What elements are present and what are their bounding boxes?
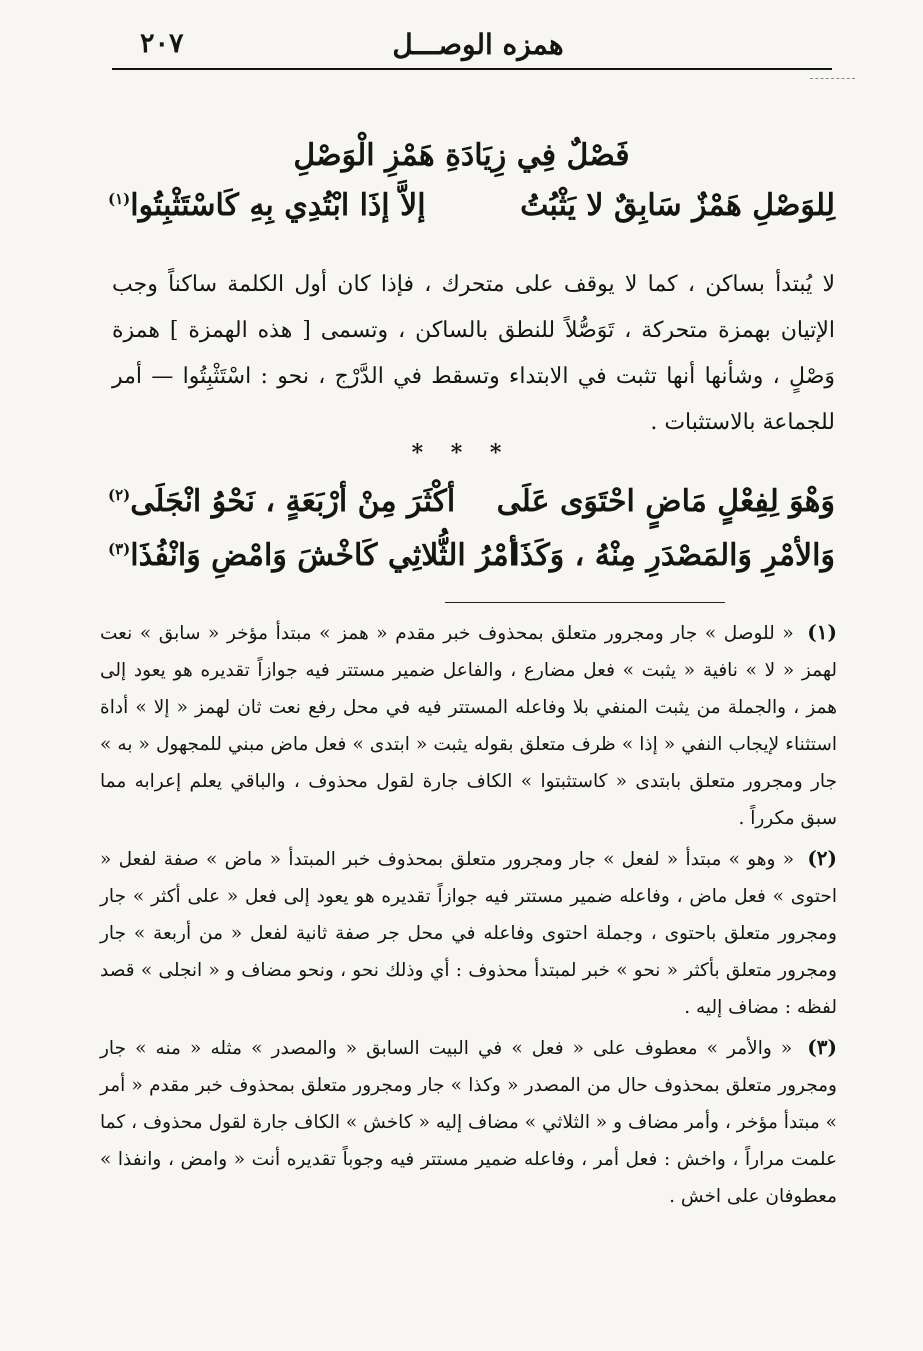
header-rule-faint: [810, 78, 855, 79]
verse-3-second-hemistich-text: أمْرُ الثُّلاثِي كَاخْشَ وَامْضِ وَانْفُذَا: [130, 538, 518, 573]
verse-1-second-hemistich: [108, 188, 426, 223]
verse-3: [108, 538, 835, 586]
verse-3-first-hemistich: وَالأمْرِ وَالمَصْدَرِ مِنْهُ ، وَكَذَا: [511, 538, 835, 573]
body-paragraph: [112, 262, 835, 446]
verse-2-second-hemistich-text: أكْثَرَ مِنْ أرْبَعَةٍ ، نَحْوُ انْجَلَى: [130, 484, 456, 519]
footnote-1-number: (١): [807, 620, 837, 644]
footnote-1: [100, 614, 837, 837]
verse-2: [108, 484, 835, 532]
body-paragraph-text: لا يُبتدأ بساكن ، كما لا يوقف على متحرك ، فإذا كان أول الكلمة ساكناً وجب الإتيان بهمزة متحركة ، تَوَصُّلاً للنطق بالساكن ، وتسمى [ هذه الهمزة ] همزة وَصْلٍ ، وشأنها أنها تثبت في الابتداء وتسقط في الدَّرْج ، نحو : اسْتَثْبِتُوا — أمر للجماعة بالاستثبات .: [112, 272, 835, 435]
footnote-marker-2: (٢): [108, 486, 131, 504]
footnote-marker-1: (١): [108, 190, 131, 208]
header-title: همزه الوصـــل: [392, 28, 564, 61]
verse-2-second-hemistich: [108, 484, 455, 519]
footnote-3-number: (٣): [807, 1035, 837, 1059]
footnote-3-text: « والأمر » معطوف على « فعل » في البيت السابق « والمصدر » مثله « منه » جار ومجرور متعلق بمحذوف حال من المصدر « وكذا » جار ومجرور متعلق بمحذوف خبر مقدم « أمر » مبتدأ مؤخر ، وأمر مضاف و « الثلاثي » مضاف إليه « كاخش » الكاف جارة لقول محذوف ، كما علمت مراراً ، واخش : فعل أمر ، وفاعله ضمير مستتر فيه وجوباً تقديره أنت « وامض ، وانفذا » معطوفان على اخش .: [100, 1038, 837, 1207]
running-header: [115, 28, 841, 70]
page-number: ٢٠٧: [140, 28, 184, 59]
verse-3-second-hemistich: [108, 538, 517, 573]
footnote-rule: [445, 602, 725, 603]
section-separator: * * *: [411, 440, 512, 466]
footnote-2-number: (٢): [807, 846, 837, 870]
footnote-2: [100, 840, 837, 1026]
verse-1: [108, 188, 835, 236]
footnote-2-text: « وهو » مبتدأ « لفعل » جار ومجرور متعلق بمحذوف خبر المبتدأ « ماض » صفة لفعل « احتوى » فعل ماض ، وفاعله ضمير مستتر فيه جوازاً تقديره هو يعود إلى فعل « على أكثر » جار ومجرور متعلق باحتوى ، وجملة احتوى وفاعله في محل جر صفة ثانية لفعل « من أربعة » جار ومجرور متعلق بأكثر « نحو » خبر لمبتدأ محذوف : أي وذلك نحو ، ونحو مضاف و « انجلى » قصد لفظه : مضاف إليه .: [100, 849, 837, 1018]
footnotes: [100, 614, 837, 1218]
verse-1-second-hemistich-text: إلاَّ إذَا ابْتُدِي بِهِ كَاسْتَثْبِتُوا: [130, 188, 426, 223]
section-title: فَصْلٌ فِي زِيَادَةِ هَمْزِ الْوَصْلِ: [293, 138, 630, 173]
verse-2-first-hemistich: وَهْوَ لِفِعْلٍ مَاضٍ احْتَوَى عَلَى: [496, 484, 835, 519]
footnote-3: [100, 1029, 837, 1215]
footnote-1-text: « للوصل » جار ومجرور متعلق بمحذوف خبر مقدم « همز » مبتدأ مؤخر « سابق » نعت لهمز « لا » نافية « يثبت » فعل مضارع ، والفاعل ضمير مستتر فيه جوازاً تقديره هو يعود إلى همز ، والجملة من يثبت المنفي بلا وفاعله المستتر فيه في محل رفع نعت ثان لهمز « إلا » أداة استثناء لإيجاب النفي « إذا » ظرف متعلق بقوله يثبت « ابتدى » فعل ماض مبني للمجهول « به » جار ومجرور متعلق بابتدى « كاستثبتوا » الكاف جارة لقول محذوف ، والباقي يعلم إعرابه مما سبق مكرراً .: [100, 623, 837, 829]
footnote-marker-3: (٣): [108, 540, 131, 558]
header-rule: [112, 68, 832, 70]
verse-1-first-hemistich: لِلوَصْلِ هَمْزٌ سَابِقٌ لا يَثْبُتُ: [520, 188, 835, 223]
